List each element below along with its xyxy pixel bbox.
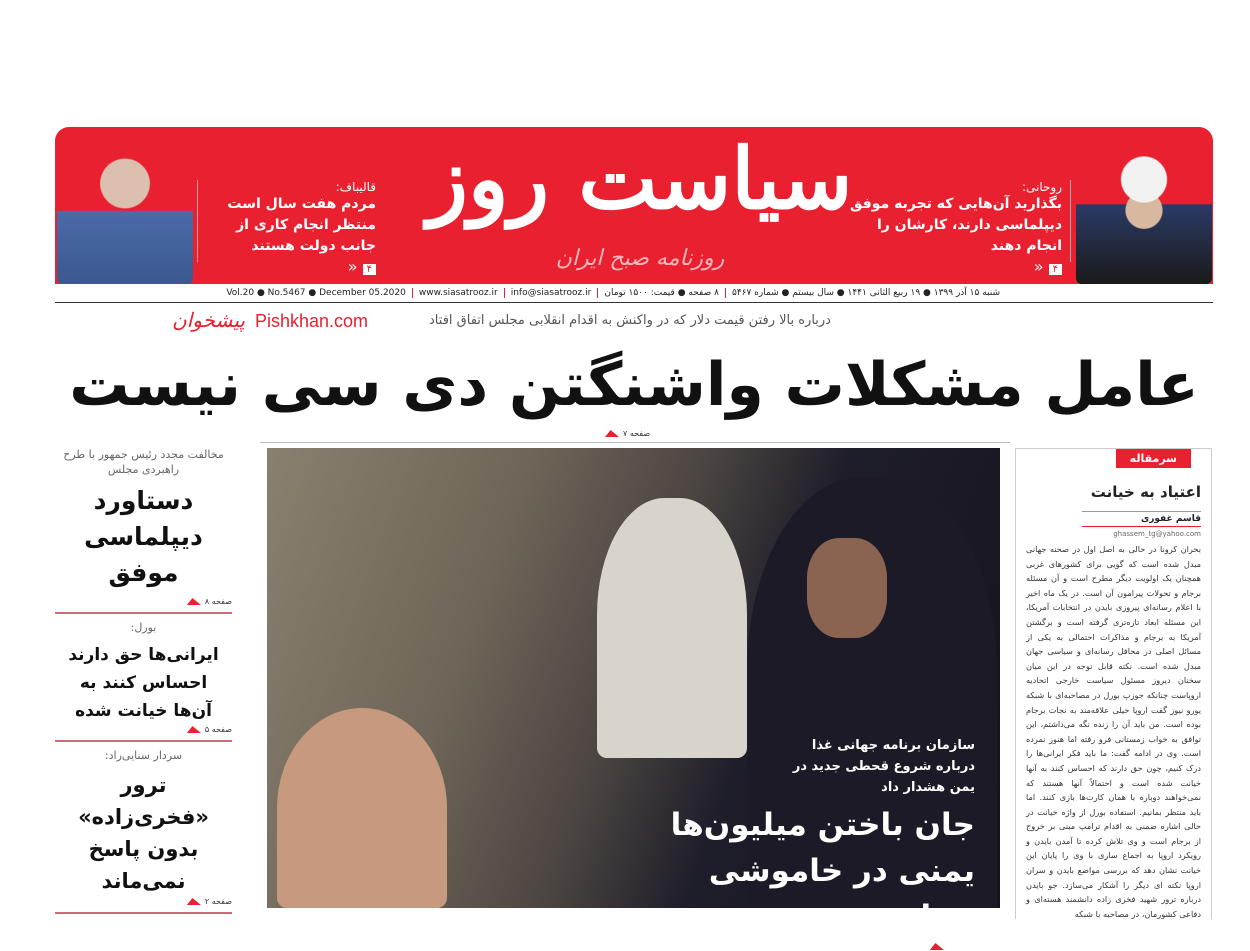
left-column	[55, 447, 232, 920]
watermark-fa: پیشخوان	[172, 310, 245, 332]
divider	[55, 612, 232, 614]
story-page-tag	[55, 725, 232, 734]
pishkhan-watermark	[140, 306, 400, 336]
story[interactable]	[55, 748, 232, 906]
teaser-ghalibaf[interactable]	[200, 180, 376, 276]
email-link[interactable]: info@siasatrooz.ir	[504, 288, 592, 298]
editorial-column[interactable]	[1015, 448, 1212, 919]
editorial-title: اعتیاد به خیانت	[1090, 483, 1201, 501]
story-headline: ترور «فخری‌زاده» بدون پاسخ نمی‌ماند	[78, 773, 209, 893]
issue-volume: Vol.20 ● No.5467 ● December 05.2020	[226, 288, 406, 298]
editorial-body: بحران کرونا در حالی به اصل اول در صحنه جهانی مبدل شده است که گویی برای کشورهای غربی همچنان یک اولویت دیگر مطرح است و آن مسئله برجام و تحولات پیرامون آن است. در یک ماه اخیر با اعلام رسانه‌ای پیروزی بایدن در انتخابات آمریکا، این مسئله ابعاد تازه‌تری گرفته است و برگشتن آمریکا به برجام و مذاکرات احتمالی به یکی از مسائل اصلی در محافل رسانه‌ای و سیاسی جهان مبدل شده است. نکته قابل توجه در این میان سخنان دیروز مسئول سیاست خارجی اتحادیه اروپاست چنانکه جوزپ بورل در مصاحبه‌ای با شبکه یورو نیوز گفت اروپا خیلی علاقه‌مند به نجات برجام بوده است. من باید آن را زنده نگه می‌داشتم، این توافق به خواب زمستانی فرو رفته اما هنوز نمرده است. وی در ادامه گفت: ما باید فکر ایرانی‌ها را درک کنیم، چون حق دارند که احساس کنند به آنها خیانت شده است و احتمالاً آنها هستند که نمی‌خواهند دوباره با همان کارت‌ها بازی کنند. اما باید منتظر بمانیم. استفاده بورل از واژه خیانت در حالی اشاره ضمنی به اقدام ترامپ مبنی بر خروج از برجام است و وی تلاش کرده تا آمدن بایدن و رویکرد اروپا به اجماع سازی با وی را پایان این خیانت نشان دهد که بررسی مواضع بایدن و سران اروپا نکته ای دیگر را آشکار می‌سازد. جو بایدن درباره ترور شهید فخری زاده دانشمند هسته‌ای و دفاعی کشورمان، در مصاحبه با شبکه	[1026, 544, 1201, 919]
page-label: صفحه ۶	[947, 942, 975, 951]
story-headline: دستاورد دیپلماسی موفق	[84, 486, 203, 587]
issue-date: شنبه ۱۵ آذر ۱۳۹۹ ● ۱۹ ربیع الثانی ۱۴۴۱ ● سال بیستم ● شماره ۵۴۶۷	[725, 288, 1000, 298]
story-page-tag	[55, 897, 232, 906]
divider	[55, 912, 232, 914]
photo-story-kicker: سازمان برنامه جهانی غذا درباره شروع قحطی جدید در یمن هشدار داد	[792, 738, 975, 795]
teaser-headline: بگذارید آن‌هایی که تجربه موفق دیپلماسی دارند، کارشان را انجام دهند	[850, 196, 1062, 254]
newspaper-tagline: روزنامه صبح ایران	[555, 246, 725, 271]
chevrons-icon: «	[347, 257, 358, 276]
issue-info-bar	[226, 285, 1000, 301]
lead-rule	[260, 442, 1010, 443]
page-label: صفحه ۷	[623, 429, 651, 438]
lead-headline[interactable]: عامل مشکلات واشنگتن دی سی نیست	[69, 350, 1199, 420]
photo-page-tag	[620, 942, 975, 951]
child-figure	[277, 708, 447, 908]
page-label: صفحه ۲	[204, 897, 232, 906]
woman-face	[807, 538, 887, 638]
story-kicker: سردار سنایی‌راد:	[104, 749, 183, 762]
page-marker-icon	[605, 430, 619, 437]
teaser-label: قالیباف:	[335, 180, 376, 194]
story-page-tag	[55, 597, 232, 606]
divider	[197, 180, 198, 262]
page-marker-icon	[187, 726, 201, 733]
page-marker-icon	[187, 898, 201, 905]
page-label: صفحه ۵	[204, 725, 232, 734]
story[interactable]	[55, 447, 232, 606]
story[interactable]	[55, 620, 232, 734]
header-rule	[55, 302, 1213, 303]
page-number: ۴	[1049, 264, 1062, 275]
editorial-tag: سرمقاله	[1116, 449, 1191, 468]
story-kicker: مخالفت مجدد رئیس جمهور با طرح راهبردی مجلس	[63, 448, 224, 476]
page-label: صفحه ۸	[204, 597, 232, 606]
teaser-label: روحانی:	[1021, 180, 1062, 194]
man-figure	[597, 498, 747, 758]
divider	[55, 740, 232, 742]
lead-page-tag	[605, 429, 650, 438]
ghalibaf-photo	[57, 150, 193, 284]
website-link[interactable]: www.siasatrooz.ir	[412, 288, 498, 298]
divider	[1070, 180, 1071, 262]
story-headline: ایرانی‌ها حق دارند احساس کنند به آن‌ها خیانت شده	[68, 645, 219, 721]
editorial-author: قاسم غفوری	[1082, 511, 1201, 527]
page-marker-icon	[187, 598, 201, 605]
rouhani-photo	[1076, 150, 1212, 284]
photo-story-headline: جان باختن میلیون‌ها یمنی در خاموشی جهان	[670, 807, 975, 935]
teaser-rouhani[interactable]	[850, 180, 1062, 276]
editorial-email: ghassem_tg@yahoo.com	[1113, 530, 1201, 538]
lead-kicker: درباره بالا رفتن قیمت دلار که در واکنش به اقدام انقلابی مجلس اتفاق افتاد	[429, 313, 831, 328]
teaser-headline: مردم هفت سال است منتظر انجام کاری از جانب دولت هستند	[227, 196, 376, 254]
watermark-en: Pishkhan.com	[254, 311, 368, 331]
story-kicker: بورل:	[130, 621, 157, 634]
page-marker-icon	[930, 943, 944, 950]
page-number: ۴	[363, 264, 376, 275]
newspaper-logo: سیاست روز	[427, 129, 853, 228]
issue-price: ۸ صفحه ● قیمت: ۱۵۰۰ تومان	[597, 288, 719, 298]
chevrons-icon: «	[1033, 257, 1044, 276]
